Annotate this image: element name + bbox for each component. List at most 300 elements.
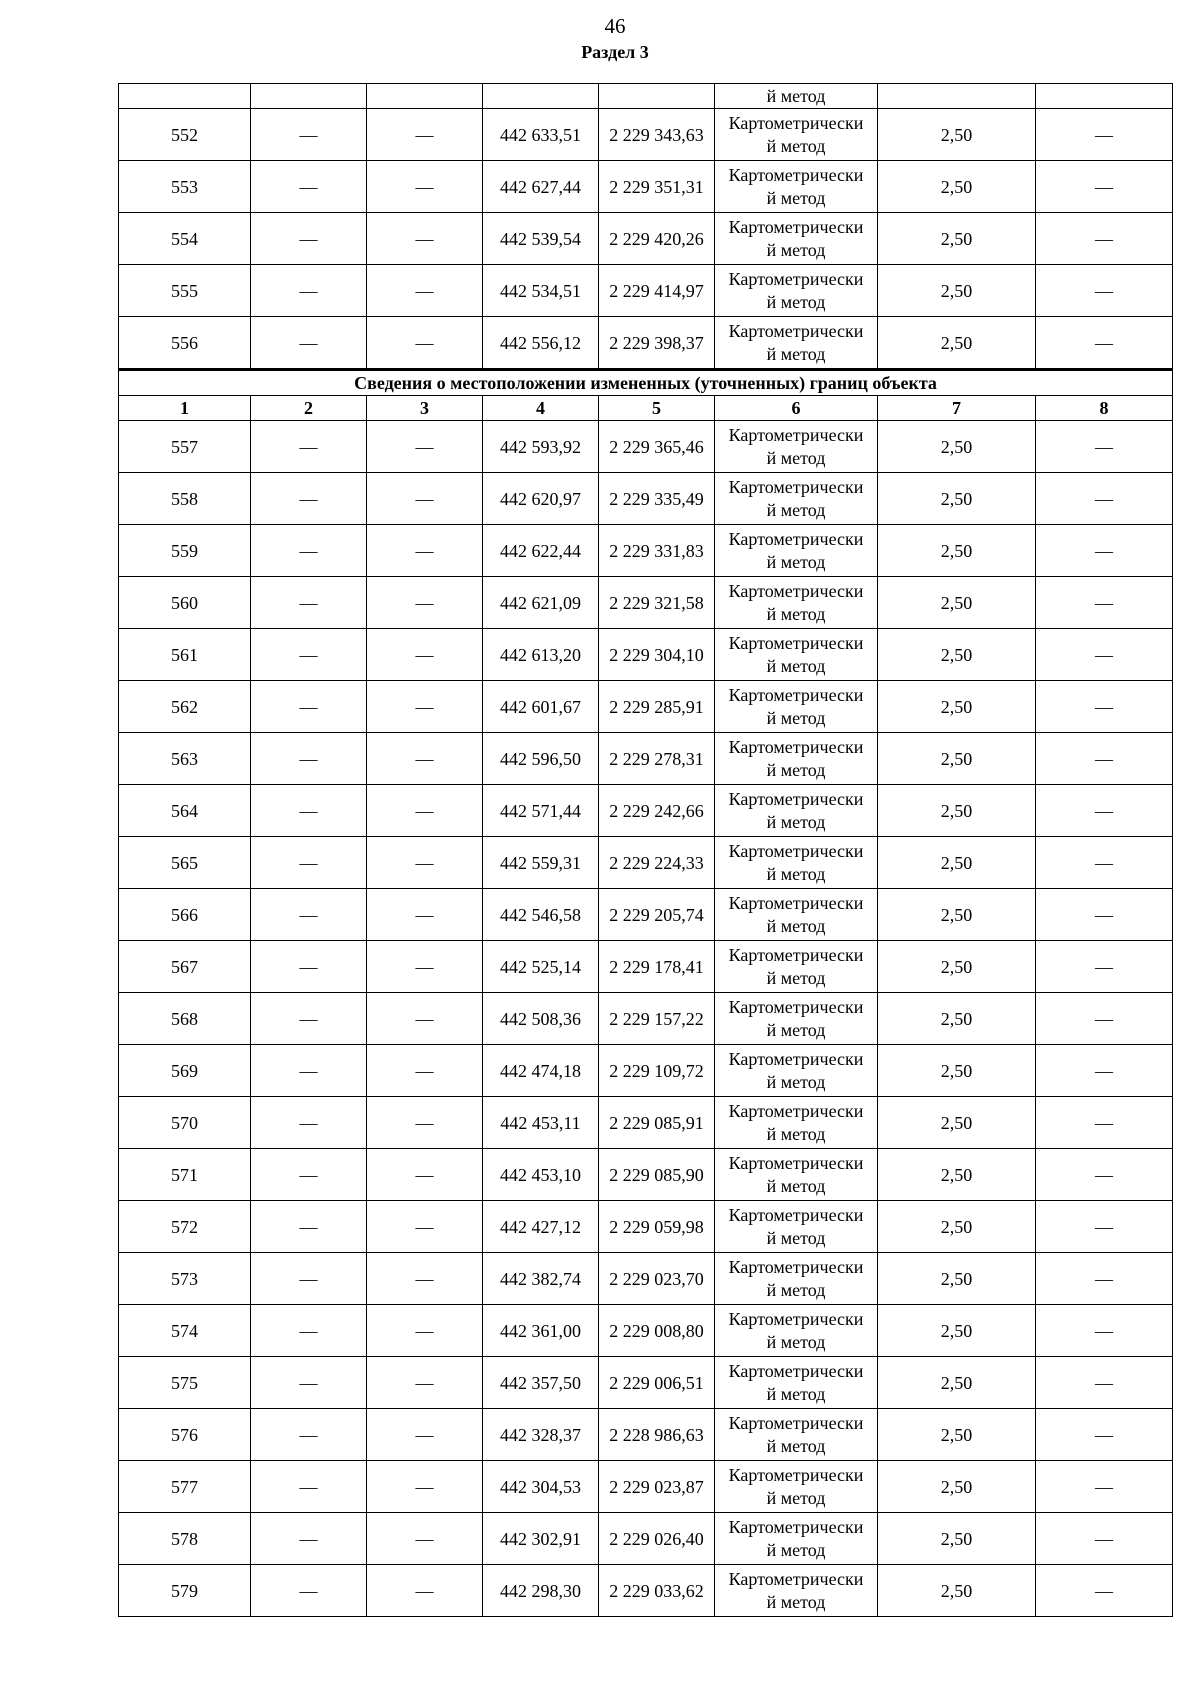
dash-cell: — — [1036, 785, 1173, 837]
accuracy-cell: 2,50 — [878, 109, 1036, 161]
page-number: 46 — [604, 14, 626, 38]
coordinate-y-cell: 2 229 008,80 — [599, 1305, 715, 1357]
point-number-cell: 575 — [119, 1357, 251, 1409]
coordinate-x-cell: 442 571,44 — [483, 785, 599, 837]
method-cell — [715, 1045, 878, 1097]
method-cell — [715, 213, 878, 265]
coordinate-y-cell: 2 229 085,90 — [599, 1149, 715, 1201]
continuation-row — [119, 84, 1173, 109]
dash-cell: — — [1036, 525, 1173, 577]
coordinate-x-cell: 442 559,31 — [483, 837, 599, 889]
dash-cell: — — [251, 733, 367, 785]
coordinate-y-cell: 2 229 023,87 — [599, 1461, 715, 1513]
dash-cell: — — [1036, 1357, 1173, 1409]
point-number-cell: 561 — [119, 629, 251, 681]
table-row — [119, 1565, 1173, 1617]
coordinate-x-cell: 442 539,54 — [483, 213, 599, 265]
method-line: Картометрически — [728, 528, 864, 549]
column-number-row — [119, 396, 1173, 421]
coordinate-x-cell: 442 534,51 — [483, 265, 599, 317]
accuracy-cell: 2,50 — [878, 1045, 1036, 1097]
method-cell — [715, 265, 878, 317]
point-number-cell: 576 — [119, 1409, 251, 1461]
method-line: Картометрически — [728, 632, 864, 653]
table-row — [119, 733, 1173, 785]
method-line: й метод — [766, 655, 826, 676]
point-number-cell: 566 — [119, 889, 251, 941]
dash-cell: — — [251, 1097, 367, 1149]
dash-cell: — — [367, 1513, 483, 1565]
coordinate-y-cell: 2 229 414,97 — [599, 265, 715, 317]
table-row — [119, 941, 1173, 993]
method-line: й метод — [766, 1175, 826, 1196]
dash-cell: — — [1036, 837, 1173, 889]
coordinate-x-cell: 442 453,11 — [483, 1097, 599, 1149]
dash-cell: — — [1036, 681, 1173, 733]
coordinate-y-cell: 2 228 986,63 — [599, 1409, 715, 1461]
method-line: Картометрически — [728, 892, 864, 913]
method-line: й метод — [766, 1019, 826, 1040]
coordinate-x-cell: 442 382,74 — [483, 1253, 599, 1305]
dash-cell: — — [1036, 317, 1173, 370]
dash-cell: — — [367, 213, 483, 265]
accuracy-cell: 2,50 — [878, 993, 1036, 1045]
dash-cell: — — [1036, 733, 1173, 785]
dash-cell: — — [251, 161, 367, 213]
accuracy-cell: 2,50 — [878, 161, 1036, 213]
method-line: й метод — [766, 1591, 826, 1612]
accuracy-cell: 2,50 — [878, 1097, 1036, 1149]
dash-cell: — — [1036, 577, 1173, 629]
coordinate-y-cell: 2 229 335,49 — [599, 473, 715, 525]
point-number-cell: 564 — [119, 785, 251, 837]
table-row — [119, 109, 1173, 161]
dash-cell: — — [1036, 1513, 1173, 1565]
dash-cell: — — [367, 837, 483, 889]
coordinate-y-cell: 2 229 023,70 — [599, 1253, 715, 1305]
table-row — [119, 785, 1173, 837]
method-line: й метод — [766, 1435, 826, 1456]
dash-cell: — — [367, 941, 483, 993]
dash-cell: — — [1036, 889, 1173, 941]
method-cell — [715, 629, 878, 681]
method-line: Картометрически — [728, 788, 864, 809]
method-cell — [715, 1357, 878, 1409]
dash-cell: — — [1036, 629, 1173, 681]
method-line: й метод — [766, 291, 826, 312]
accuracy-cell: 2,50 — [878, 1201, 1036, 1253]
coordinate-y-cell: 2 229 420,26 — [599, 213, 715, 265]
method-cell — [715, 1097, 878, 1149]
dash-cell: — — [251, 1513, 367, 1565]
table-row — [119, 317, 1173, 370]
dash-cell: — — [251, 1461, 367, 1513]
method-line: Картометрически — [728, 268, 864, 289]
table-row — [119, 1409, 1173, 1461]
accuracy-cell: 2,50 — [878, 1357, 1036, 1409]
coordinate-x-cell: 442 546,58 — [483, 889, 599, 941]
coordinate-x-cell: 442 622,44 — [483, 525, 599, 577]
dash-cell: — — [367, 473, 483, 525]
coordinate-x-cell: 442 633,51 — [483, 109, 599, 161]
table-row — [119, 1357, 1173, 1409]
point-number-cell: 570 — [119, 1097, 251, 1149]
dash-cell: — — [251, 1149, 367, 1201]
table-row — [119, 1253, 1173, 1305]
dash-cell: — — [1036, 1305, 1173, 1357]
point-number-cell: 563 — [119, 733, 251, 785]
coordinate-x-cell: 442 613,20 — [483, 629, 599, 681]
method-line: й метод — [766, 863, 826, 884]
dash-cell: — — [1036, 1565, 1173, 1617]
method-cell — [715, 317, 878, 370]
method-line: й метод — [766, 1279, 826, 1300]
dash-cell: — — [367, 1565, 483, 1617]
method-cell — [715, 1409, 878, 1461]
coordinate-x-cell: 442 304,53 — [483, 1461, 599, 1513]
method-line: Картометрически — [728, 1464, 864, 1485]
dash-cell: — — [367, 1409, 483, 1461]
dash-cell: — — [367, 785, 483, 837]
dash-cell: — — [251, 265, 367, 317]
method-line: Картометрически — [728, 1152, 864, 1173]
coordinate-x-cell: 442 508,36 — [483, 993, 599, 1045]
point-number-cell: 573 — [119, 1253, 251, 1305]
point-number-cell: 578 — [119, 1513, 251, 1565]
coordinate-y-cell: 2 229 398,37 — [599, 317, 715, 370]
point-number-cell: 565 — [119, 837, 251, 889]
coordinate-y-cell: 2 229 085,91 — [599, 1097, 715, 1149]
method-line: й метод — [766, 551, 826, 572]
dash-cell: — — [367, 1097, 483, 1149]
table-row — [119, 993, 1173, 1045]
accuracy-cell: 2,50 — [878, 1565, 1036, 1617]
dash-cell: — — [1036, 993, 1173, 1045]
coordinate-y-cell: 2 229 026,40 — [599, 1513, 715, 1565]
column-number: 7 — [878, 396, 1036, 421]
method-line: й метод — [766, 707, 826, 728]
table-row — [119, 1149, 1173, 1201]
coordinate-x-cell: 442 427,12 — [483, 1201, 599, 1253]
accuracy-cell: 2,50 — [878, 785, 1036, 837]
dash-cell: — — [367, 1253, 483, 1305]
dash-cell: — — [1036, 473, 1173, 525]
point-number-cell: 569 — [119, 1045, 251, 1097]
method-line: й метод — [766, 759, 826, 780]
method-cell — [715, 1513, 878, 1565]
method-line: й метод — [766, 343, 826, 364]
dash-cell: — — [251, 109, 367, 161]
dash-cell: — — [251, 1565, 367, 1617]
accuracy-cell: 2,50 — [878, 265, 1036, 317]
dash-cell: — — [251, 1045, 367, 1097]
method-cell — [715, 1201, 878, 1253]
dash-cell: — — [1036, 109, 1173, 161]
method-line: Картометрически — [728, 1048, 864, 1069]
table-row — [119, 1513, 1173, 1565]
table-row — [119, 681, 1173, 733]
coordinate-x-cell: 442 328,37 — [483, 1409, 599, 1461]
method-cell — [715, 1253, 878, 1305]
method-cell — [715, 837, 878, 889]
coordinate-y-cell: 2 229 278,31 — [599, 733, 715, 785]
dash-cell: — — [367, 1201, 483, 1253]
method-line: Картометрически — [728, 476, 864, 497]
coordinate-x-cell: 442 357,50 — [483, 1357, 599, 1409]
coordinate-x-cell: 442 302,91 — [483, 1513, 599, 1565]
column-number: 1 — [119, 396, 251, 421]
coordinate-y-cell: 2 229 351,31 — [599, 161, 715, 213]
table-row — [119, 629, 1173, 681]
accuracy-cell: 2,50 — [878, 421, 1036, 473]
method-line: Картометрически — [728, 736, 864, 757]
table-row — [119, 421, 1173, 473]
method-line: й метод — [766, 239, 826, 260]
coordinate-x-cell: 442 627,44 — [483, 161, 599, 213]
accuracy-cell: 2,50 — [878, 317, 1036, 370]
point-number-cell: 558 — [119, 473, 251, 525]
accuracy-cell: 2,50 — [878, 629, 1036, 681]
dash-cell: — — [367, 993, 483, 1045]
coordinate-x-cell: 442 601,67 — [483, 681, 599, 733]
dash-cell: — — [1036, 1461, 1173, 1513]
dash-cell: — — [251, 1253, 367, 1305]
method-line: Картометрически — [728, 424, 864, 445]
section-title: Раздел 3 — [581, 42, 649, 62]
method-cell — [715, 473, 878, 525]
point-number-cell: 552 — [119, 109, 251, 161]
method-line: Картометрически — [728, 996, 864, 1017]
dash-cell: — — [1036, 1097, 1173, 1149]
continuation-method-cell: й метод — [715, 84, 878, 109]
dash-cell: — — [251, 473, 367, 525]
table-cell — [251, 84, 367, 109]
accuracy-cell: 2,50 — [878, 1305, 1036, 1357]
coordinate-y-cell: 2 229 321,58 — [599, 577, 715, 629]
dash-cell: — — [251, 1201, 367, 1253]
accuracy-cell: 2,50 — [878, 1513, 1036, 1565]
dash-cell: — — [367, 733, 483, 785]
dash-cell: — — [251, 317, 367, 370]
dash-cell: — — [367, 577, 483, 629]
accuracy-cell: 2,50 — [878, 1253, 1036, 1305]
method-cell — [715, 785, 878, 837]
method-line: Картометрически — [728, 216, 864, 237]
dash-cell: — — [251, 681, 367, 733]
dash-cell: — — [367, 1357, 483, 1409]
table-row — [119, 213, 1173, 265]
table-row — [119, 837, 1173, 889]
dash-cell: — — [1036, 941, 1173, 993]
dash-cell: — — [367, 161, 483, 213]
dash-cell: — — [367, 889, 483, 941]
coordinate-y-cell: 2 229 304,10 — [599, 629, 715, 681]
dash-cell: — — [367, 265, 483, 317]
coordinate-y-cell: 2 229 224,33 — [599, 837, 715, 889]
point-number-cell: 568 — [119, 993, 251, 1045]
column-number: 6 — [715, 396, 878, 421]
coordinate-x-cell: 442 474,18 — [483, 1045, 599, 1097]
method-line: Картометрически — [728, 1308, 864, 1329]
method-line: Картометрически — [728, 1360, 864, 1381]
point-number-cell: 574 — [119, 1305, 251, 1357]
coordinate-y-cell: 2 229 178,41 — [599, 941, 715, 993]
method-line: Картометрически — [728, 840, 864, 861]
method-cell — [715, 733, 878, 785]
method-line: Картометрически — [728, 164, 864, 185]
method-line: й метод — [766, 915, 826, 936]
coordinate-y-cell: 2 229 285,91 — [599, 681, 715, 733]
table-row — [119, 1305, 1173, 1357]
coordinate-x-cell: 442 621,09 — [483, 577, 599, 629]
method-line: й метод — [766, 1123, 826, 1144]
dash-cell: — — [251, 837, 367, 889]
point-number-cell: 571 — [119, 1149, 251, 1201]
coordinate-y-cell: 2 229 331,83 — [599, 525, 715, 577]
method-line: Картометрически — [728, 1568, 864, 1589]
dash-cell: — — [251, 421, 367, 473]
dash-cell: — — [1036, 421, 1173, 473]
method-cell — [715, 941, 878, 993]
dash-cell: — — [1036, 1045, 1173, 1097]
method-line: й метод — [766, 1539, 826, 1560]
point-number-cell: 555 — [119, 265, 251, 317]
column-number: 2 — [251, 396, 367, 421]
dash-cell: — — [251, 213, 367, 265]
table-row — [119, 1097, 1173, 1149]
table-cell — [483, 84, 599, 109]
coordinate-x-cell: 442 453,10 — [483, 1149, 599, 1201]
coordinate-y-cell: 2 229 205,74 — [599, 889, 715, 941]
table-cell — [367, 84, 483, 109]
table-cell — [599, 84, 715, 109]
table-cell — [878, 84, 1036, 109]
method-line: й метод — [766, 1227, 826, 1248]
dash-cell: — — [367, 109, 483, 161]
dash-cell: — — [251, 1305, 367, 1357]
point-number-cell: 557 — [119, 421, 251, 473]
dash-cell: — — [367, 629, 483, 681]
coordinate-y-cell: 2 229 365,46 — [599, 421, 715, 473]
method-line: й метод — [766, 603, 826, 624]
table-row — [119, 1461, 1173, 1513]
method-line: й метод — [766, 1071, 826, 1092]
method-line: й метод — [766, 135, 826, 156]
coordinate-y-cell: 2 229 006,51 — [599, 1357, 715, 1409]
method-line: й метод — [766, 1383, 826, 1404]
column-number: 4 — [483, 396, 599, 421]
method-cell — [715, 1305, 878, 1357]
accuracy-cell: 2,50 — [878, 733, 1036, 785]
accuracy-cell: 2,50 — [878, 681, 1036, 733]
coordinate-x-cell: 442 298,30 — [483, 1565, 599, 1617]
dash-cell: — — [367, 1149, 483, 1201]
method-cell — [715, 109, 878, 161]
method-cell — [715, 1461, 878, 1513]
table-row — [119, 1201, 1173, 1253]
point-number-cell: 577 — [119, 1461, 251, 1513]
method-cell — [715, 993, 878, 1045]
dash-cell: — — [1036, 265, 1173, 317]
column-number: 5 — [599, 396, 715, 421]
accuracy-cell: 2,50 — [878, 837, 1036, 889]
dash-cell: — — [367, 525, 483, 577]
table-row — [119, 1045, 1173, 1097]
coordinate-y-cell: 2 229 157,22 — [599, 993, 715, 1045]
point-number-cell: 560 — [119, 577, 251, 629]
section-heading: Сведения о местоположении измененных (уточненных) границ объекта — [119, 370, 1173, 396]
method-line: Картометрически — [728, 1412, 864, 1433]
point-number-cell: 556 — [119, 317, 251, 370]
dash-cell: — — [1036, 161, 1173, 213]
dash-cell: — — [367, 1461, 483, 1513]
table-row — [119, 473, 1173, 525]
method-line: Картометрически — [728, 944, 864, 965]
accuracy-cell: 2,50 — [878, 213, 1036, 265]
coordinate-x-cell: 442 525,14 — [483, 941, 599, 993]
dash-cell: — — [367, 1045, 483, 1097]
coordinate-x-cell: 442 556,12 — [483, 317, 599, 370]
point-number-cell: 572 — [119, 1201, 251, 1253]
method-line: й метод — [766, 447, 826, 468]
method-cell — [715, 161, 878, 213]
dash-cell: — — [251, 889, 367, 941]
dash-cell: — — [251, 577, 367, 629]
table-row — [119, 577, 1173, 629]
dash-cell: — — [251, 1409, 367, 1461]
point-number-cell: 562 — [119, 681, 251, 733]
table-cell — [1036, 84, 1173, 109]
point-number-cell: 579 — [119, 1565, 251, 1617]
method-line: Картометрически — [728, 1256, 864, 1277]
method-line: Картометрически — [728, 1516, 864, 1537]
dash-cell: — — [1036, 1201, 1173, 1253]
dash-cell: — — [1036, 213, 1173, 265]
method-cell — [715, 577, 878, 629]
method-cell — [715, 525, 878, 577]
method-cell — [715, 1149, 878, 1201]
accuracy-cell: 2,50 — [878, 1409, 1036, 1461]
point-number-cell: 567 — [119, 941, 251, 993]
table-row — [119, 161, 1173, 213]
coordinate-y-cell: 2 229 109,72 — [599, 1045, 715, 1097]
method-line: й метод — [766, 1331, 826, 1352]
table-row — [119, 525, 1173, 577]
coordinate-x-cell: 442 596,50 — [483, 733, 599, 785]
dash-cell: — — [251, 993, 367, 1045]
method-cell — [715, 681, 878, 733]
coordinate-y-cell: 2 229 343,63 — [599, 109, 715, 161]
coordinate-y-cell: 2 229 242,66 — [599, 785, 715, 837]
table-row — [119, 265, 1173, 317]
method-line: й метод — [766, 1487, 826, 1508]
column-number: 8 — [1036, 396, 1173, 421]
coordinates-table — [118, 83, 1173, 1617]
method-cell — [715, 889, 878, 941]
coordinate-x-cell: 442 361,00 — [483, 1305, 599, 1357]
method-line: Картометрически — [728, 112, 864, 133]
coordinate-y-cell: 2 229 059,98 — [599, 1201, 715, 1253]
accuracy-cell: 2,50 — [878, 525, 1036, 577]
accuracy-cell: 2,50 — [878, 941, 1036, 993]
point-number-cell: 553 — [119, 161, 251, 213]
dash-cell: — — [1036, 1409, 1173, 1461]
dash-cell: — — [367, 1305, 483, 1357]
point-number-cell: 559 — [119, 525, 251, 577]
dash-cell: — — [1036, 1253, 1173, 1305]
dash-cell: — — [251, 1357, 367, 1409]
dash-cell: — — [251, 941, 367, 993]
